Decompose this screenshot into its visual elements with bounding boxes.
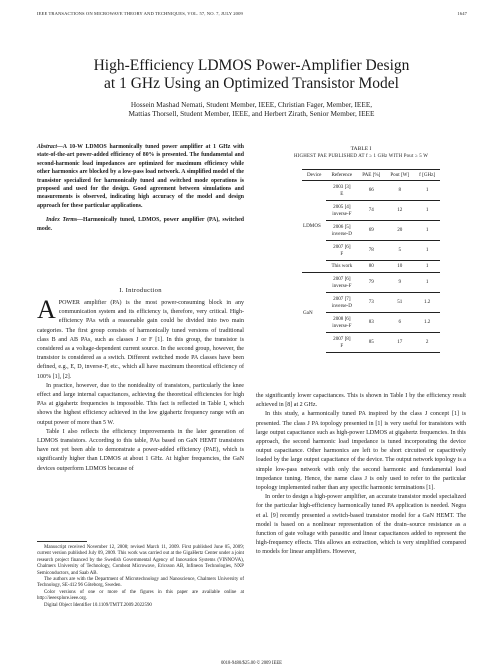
table-header-cell: PAE [%] xyxy=(357,170,385,181)
pae-cell: 80 xyxy=(357,261,385,273)
reference-cell: 2008 [6] inverse-F xyxy=(326,313,357,333)
intro-paragraph-1: APOWER amplifier (PA) is the most power-consuming block in any communication system and its efficiency is, therefore, very critical. High-efficiency PAs with a reasonable gain could be divided into two main categories. The first group consists of harmonically tuned versions of traditional class B and AB PAs, such as classes J or F [1]. In this group, the transistor is considered as a voltage-dependent current source. In the second group, however, the transistor is considered as a switch. Different switched mode PA classes have been defined, e.g., E, D, inverse-F, etc., which all have maximum theoretical efficiency of 100% [1], [2]. xyxy=(37,295,244,380)
author-line-2: Mattias Thorsell, Student Member, IEEE, and Herbert Zirath, Senior Member, IEEE xyxy=(128,109,375,118)
intro-paragraph-2: In practice, however, due to the nonideality of transistors, particularly the knee effect and large internal capacitances, achieving the theoretical efficiencies for high PAs at gigahertz frequencies is impossible. This fact is reflected in Table I, which shows the highest efficiency achieved in the low gigahertz frequency range with an output power of more than 5 W. xyxy=(37,382,244,426)
pae-cell: 85 xyxy=(357,333,385,353)
footnote-manuscript: Manuscript received November 12, 2008; revised March 11, 2009. First published June 05, 2009; current version published July 09, 2009. This work was carried out at the GigaHertz Center under a joint research project financed by the Swedish Governmental Agency of Innovation Systems (VINNOVA), Chalmers University of Technology, Comheat Microwave, Ericsson AB, Infineon Technologies, NXP Semiconductors, and Saab AB. xyxy=(37,545,244,576)
pout-cell: 20 xyxy=(385,221,414,241)
pae-cell: 78 xyxy=(357,241,385,261)
pout-cell: 9 xyxy=(385,273,414,293)
table-header-cell: Pout [W] xyxy=(385,170,414,181)
copyright-footer: 0018-9480/$25.00 © 2009 IEEE xyxy=(220,661,283,666)
index-terms-text: Harmonically tuned, LDMOS, power amplifier (PA), switched mode. xyxy=(37,217,244,232)
pae-cell: 69 xyxy=(357,221,385,241)
freq-cell: 1 xyxy=(414,261,440,273)
device-cell: GaN xyxy=(302,273,326,353)
abstract-label: Abstract— xyxy=(37,144,63,150)
pae-cell: 74 xyxy=(357,201,385,221)
section-heading: I. Introduction xyxy=(119,287,162,294)
pout-cell: 8 xyxy=(398,187,402,194)
paper-title xyxy=(30,57,473,93)
freq-cell: 1 xyxy=(414,221,440,241)
intro-paragraph-3: Table I also reflects the efficiency improvements in the later generation of LDMOS transistors. According to this table, PAs based on GaN HEMT transistors have not yet been able to demonstrate a power-added efficiency (PAE), which is significantly higher than LDMOS at about 1 GHz. At higher frequencies, the GaN devices outperform LDMOS because of xyxy=(37,428,244,472)
pout-cell: 12 xyxy=(385,201,414,221)
footnote-doi: Digital Object Identifier 10.1109/TMTT.2009.2022590 xyxy=(44,602,152,608)
pout-cell: 17 xyxy=(385,333,414,353)
freq-cell: 1.2 xyxy=(414,313,440,333)
page-number: 1647 xyxy=(457,11,467,16)
pae-cell: 73 xyxy=(357,293,385,313)
title-line-1: High-Efficiency LDMOS Power-Amplifier Design xyxy=(93,57,410,74)
pout-cell: 6 xyxy=(385,313,414,333)
table-header-cell: Reference xyxy=(326,170,357,181)
right-column-body xyxy=(256,392,466,558)
abstract-text: A 10-W LDMOS harmonically tuned power amplifier at 1 GHz with state-of-the-art power-added efficiency of 80% is presented. The fundamental and second-harmonic load impedances are optimized for maximum efficiency while other harmonics are blocked by a low-pass load network. A simplified model of the transistor specialized for harmonically tuned and switched mode operations is proposed and used for the design. Good agreement between simulations and measurements is observed, indicating high accuracy of the model and design approach for these particular applications. xyxy=(37,144,244,209)
right-paragraph-1: the significantly lower capacitances. This is shown in Table I by the efficiency result achieved in [8] at 2 GHz. xyxy=(256,393,466,409)
reference-cell: 2007 [7] inverse-D xyxy=(326,293,357,313)
footnote-color: Color versions of one or more of the figures in this paper are available online at http://ieeexplore.ieee.org. xyxy=(37,589,244,602)
author-line-1: Hossein Mashad Nemati, Student Member, IEEE, Christian Fager, Member, IEEE, xyxy=(130,100,373,109)
freq-cell: 1 xyxy=(414,241,440,261)
pout-cell: 5 xyxy=(385,241,414,261)
reference-cell: 2005 [4] inverse-F xyxy=(326,201,357,221)
table-row xyxy=(302,181,440,201)
reference-cell: 2003 [3] E xyxy=(333,184,351,197)
right-paragraph-3: In order to design a high-power amplifier, an accurate transistor model specialized for the particular high-efficiency harmonically tuned PA application is needed. Negra et al. [9] recently presented a switch-based transistor model for a GaN HEMT. The model is based on a nonlinear representation of the drain–source resistance as a function of gate voltage with parasitic and linear capacitances added to represent the high-frequency effects. This allows an extraction, which is very simplified compared to models for linear amplifiers. However, xyxy=(256,494,466,556)
pae-cell: 66 xyxy=(368,187,374,194)
pae-cell: 79 xyxy=(357,273,385,293)
journal-name: IEEE TRANSACTIONS ON MICROWAVE THEORY AND TECHNIQUES, VOL. 57, NO. 7, JULY 2009 xyxy=(37,11,243,16)
reference-cell: 2007 [8] F xyxy=(326,333,357,353)
pae-table xyxy=(302,169,440,353)
pout-cell: 10 xyxy=(385,261,414,273)
table-label: TABLE I xyxy=(350,146,372,152)
reference-cell: 2006 [5] inverse-D xyxy=(326,221,357,241)
freq-cell: 1.2 xyxy=(414,293,440,313)
title-line-2: at 1 GHz Using an Optimized Transistor Model xyxy=(104,75,399,92)
device-cell: LDMOS xyxy=(303,223,321,230)
reference-cell: 2007 [6] inverse-F xyxy=(326,273,357,293)
introduction-body xyxy=(37,295,244,474)
freq-cell: 1 xyxy=(414,201,440,221)
reference-cell: This work xyxy=(326,261,357,273)
table-caption xyxy=(256,146,466,161)
right-paragraph-2: In this study, a harmonically tuned PA inspired by the class J concept [1] is presented. The class J PA topology presented in [1] is very useful for transistors with large output capacitance such as high-power LDMOS at gigahertz frequencies. In this approach, the second harmonic load impedance is tuned incorporating the device output capacitance. Other harmonics are left to be short circuited or capacitively loaded by the large output capacitance of the device. The output network topology is a simple low-pass network with only the second harmonic and fundamental load impedance tuning. Hence, the name class J is only used to refer to the particular topology implemented rather than any specific harmonic terminations [1]. xyxy=(256,411,466,492)
author-list xyxy=(30,100,473,118)
table-header-cell: Device xyxy=(302,170,326,181)
reference-cell: 2007 [6] F xyxy=(326,241,357,261)
freq-cell: 1 xyxy=(414,273,440,293)
abstract xyxy=(37,143,244,233)
table-header-cell: f [GHz] xyxy=(414,170,440,181)
drop-cap: A xyxy=(37,295,56,324)
index-terms xyxy=(37,216,244,233)
freq-cell: 1 xyxy=(425,187,429,194)
footnotes xyxy=(37,545,244,609)
pout-cell: 51 xyxy=(385,293,414,313)
freq-cell: 2 xyxy=(414,333,440,353)
table-caption-text: HIGHEST PAE PUBLISHED AT f ≥ 1 GHz WITH Pout ≥ 5 W xyxy=(293,154,429,160)
table-row xyxy=(302,273,440,293)
footnote-affiliation: The authors are with the Department of Microtechnology and Nanoscience, Chalmers University of Technology, SE-412 96 Göteborg, Sweden. xyxy=(37,577,244,589)
footnote-rule xyxy=(37,541,87,542)
pae-cell: 83 xyxy=(357,313,385,333)
index-terms-label: Index Terms— xyxy=(46,217,83,224)
